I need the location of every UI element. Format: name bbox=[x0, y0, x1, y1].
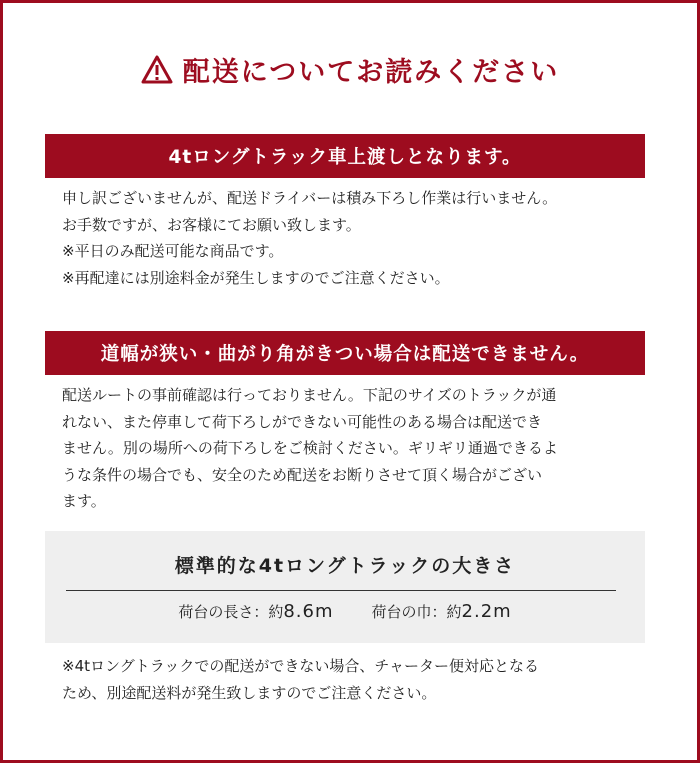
section2-heading: 道幅が狭い・曲がり角がきつい場合は配送できません。 bbox=[100, 344, 590, 365]
note-line: ため、別途配送料が発生致しますのでご注意ください。 bbox=[62, 683, 437, 702]
warning-triangle-icon bbox=[141, 55, 173, 85]
note-line: ※4tロングトラックでの配送ができない場合、チャーター便対応となる bbox=[62, 657, 539, 675]
section2-line: ます。 bbox=[62, 492, 106, 510]
truck-dimensions bbox=[45, 601, 645, 622]
truck-size-heading: 標準的な4tロングトラックの大きさ bbox=[174, 555, 516, 577]
section1-line: 申し訳ございませんが、配送ドライバーは積み下ろし作業は行いません。 bbox=[62, 189, 558, 207]
section1-heading-band bbox=[45, 134, 645, 178]
truck-size-box bbox=[45, 531, 645, 643]
page-title bbox=[0, 50, 700, 89]
section2-line: れない、また停車して荷下ろしができない可能性のある場合は配送でき bbox=[62, 412, 543, 431]
bed-length-label: 荷台の長さ：約 bbox=[178, 603, 284, 621]
bed-width bbox=[372, 601, 512, 622]
section2-body bbox=[62, 382, 642, 515]
divider bbox=[66, 590, 616, 591]
section1-body bbox=[62, 185, 642, 291]
page-title-text: 配送についてお読みください bbox=[182, 57, 560, 88]
section2-line: 配送ルートの事前確認は行っておりません。下記のサイズのトラックが通 bbox=[62, 386, 557, 404]
bed-width-label: 荷台の巾：約 bbox=[371, 603, 462, 621]
section1-heading: 4tロングトラック車上渡しとなります。 bbox=[168, 147, 522, 168]
section1-line: お手数ですが、お客様にてお願い致します。 bbox=[62, 215, 361, 234]
section2-heading-band bbox=[45, 331, 645, 375]
section2-line: ません。別の場所への荷下ろしをご検討ください。ギリギリ通過できるよ bbox=[62, 439, 558, 457]
section1-line: ※再配達には別途料金が発生しますのでご注意ください。 bbox=[62, 268, 450, 287]
bed-width-value: 2.2m bbox=[461, 601, 512, 622]
charter-note bbox=[62, 653, 642, 706]
section1-line: ※平日のみ配送可能な商品です。 bbox=[62, 242, 284, 260]
bed-length bbox=[178, 601, 333, 622]
bed-length-value: 8.6m bbox=[283, 601, 334, 622]
section2-line: うな条件の場合でも、安全のため配送をお断りさせて頂く場合がござい bbox=[62, 465, 543, 484]
